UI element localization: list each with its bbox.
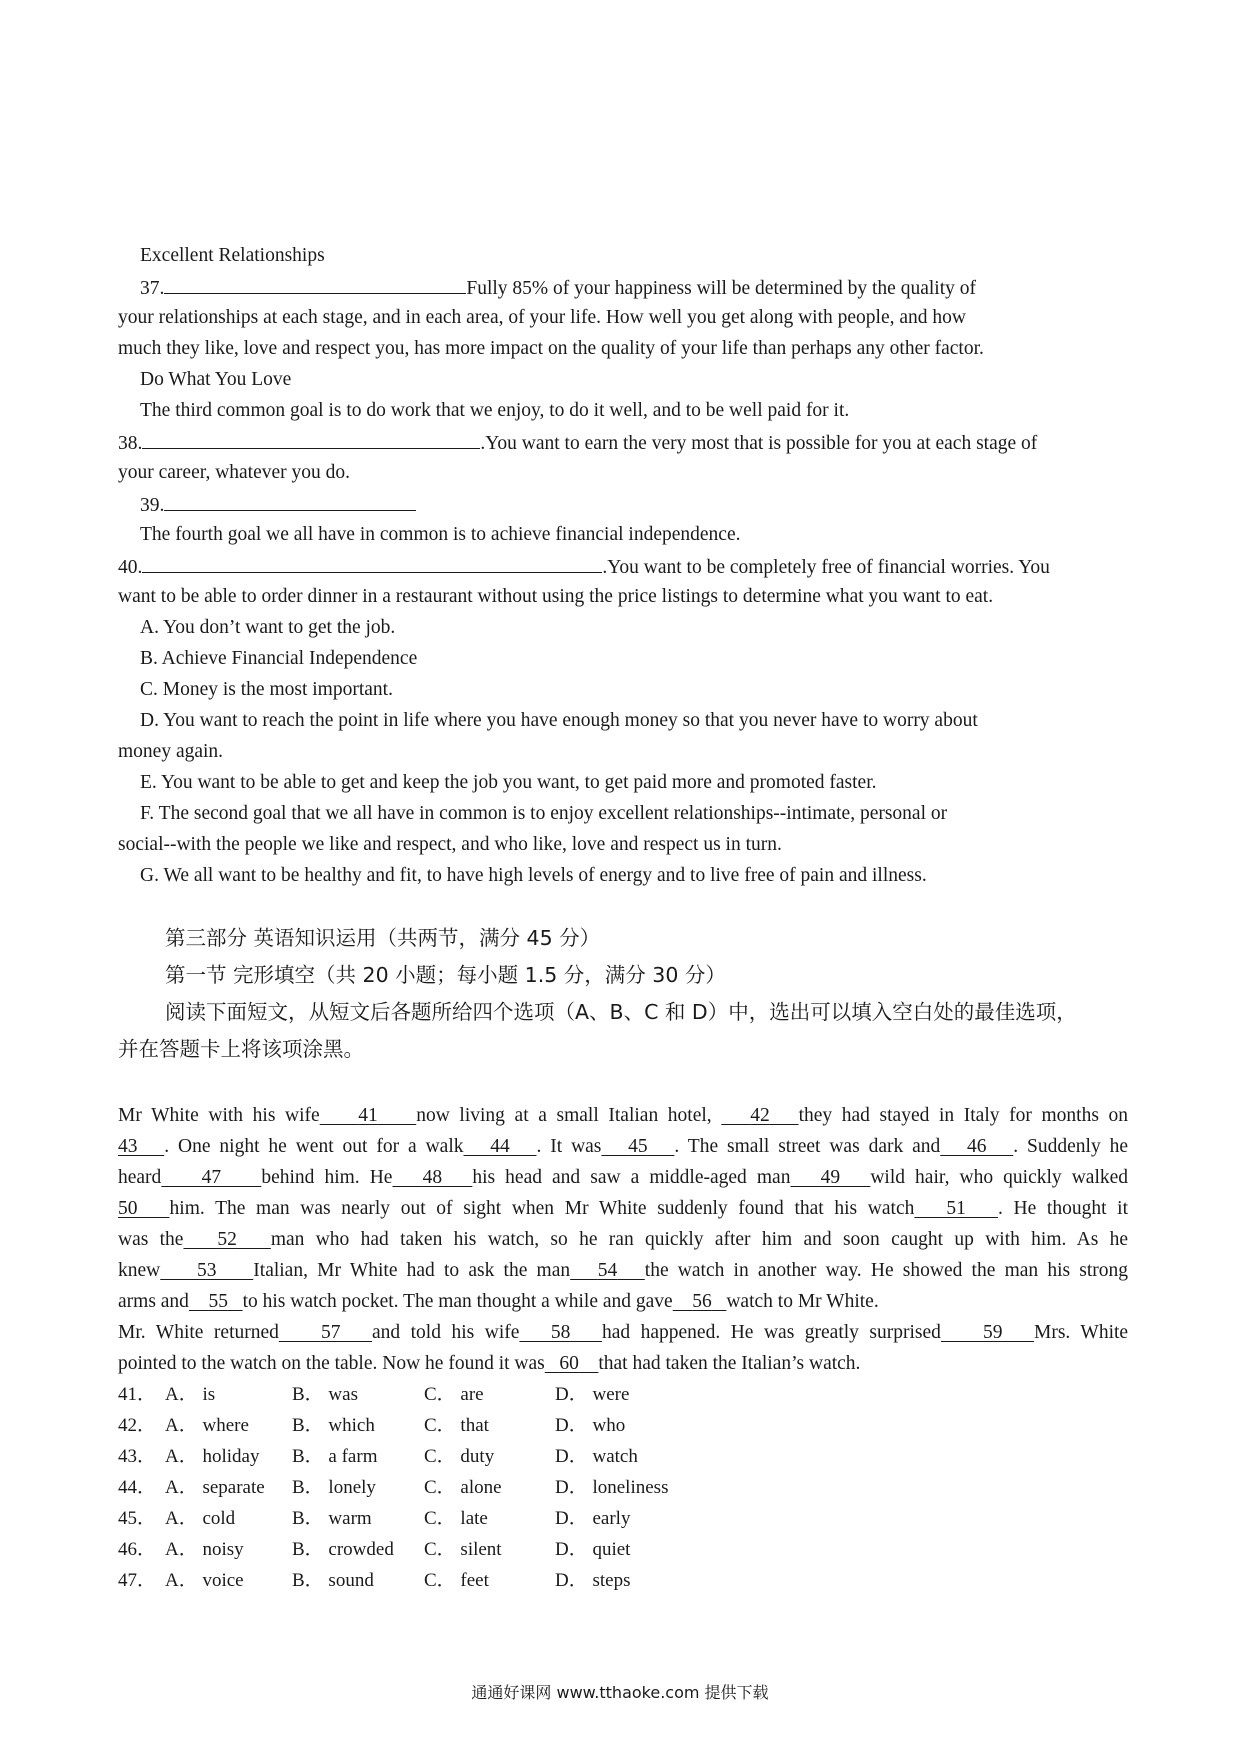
blank-48: 48 (422, 1167, 443, 1188)
blank-51: 51 (946, 1198, 966, 1219)
question-40 (118, 550, 1128, 583)
cloze-line: Mr White with his wife 41 now living at a small Italian hotel, 42 they had stayed in Italy for months on (118, 1105, 1129, 1126)
choice-option[interactable]: D． steps (555, 1570, 631, 1591)
blank-56: 56 (692, 1291, 712, 1312)
option-b: B. Achieve Financial Independence (140, 648, 418, 669)
choice-option[interactable]: C． duty (424, 1446, 495, 1467)
option-c: C. Money is the most important. (140, 679, 393, 700)
question-number: 43． (118, 1446, 157, 1467)
option-f-cont: social--with the people we like and respect, and who like, love and respect us in turn. (118, 834, 782, 855)
question-38 (118, 426, 1128, 459)
choice-option[interactable]: D． watch (555, 1446, 638, 1467)
q40-blank (142, 550, 602, 573)
choice-option[interactable]: A． holiday (165, 1446, 260, 1467)
option-g: G. We all want to be healthy and fit, to have high levels of energy and to live free of pain and illness. (140, 865, 927, 886)
blank-50: 50 (118, 1198, 138, 1219)
instruction-line: 并在答题卡上将该项涂黑。 (118, 1037, 364, 1061)
blank-60: 60 (559, 1353, 579, 1374)
blank-53: 53 (197, 1260, 217, 1281)
cloze-line: 43 . One night he went out for a walk 44 . It was 45 . The small street was dark and 46 . Suddenly he (118, 1136, 1129, 1157)
q39-blank (164, 488, 416, 511)
choice-option[interactable]: C． are (424, 1384, 484, 1405)
choice-option[interactable]: C． alone (424, 1477, 502, 1498)
choice-option[interactable]: D． loneliness (555, 1477, 669, 1498)
choice-option[interactable]: A． noisy (165, 1539, 244, 1560)
blank-46: 46 (967, 1136, 987, 1157)
cloze-line: pointed to the watch on the table. Now he found it was 60 that had taken the Italian’s watch. (118, 1353, 861, 1374)
choice-option[interactable]: B． warm (292, 1508, 372, 1529)
q39-number: 39. (140, 495, 165, 516)
cloze-line: Mr. White returned 57 and told his wife 58 had happened. He was greatly surprised 59 Mrs. White (118, 1322, 1129, 1343)
choice-option[interactable]: A． separate (165, 1477, 265, 1498)
choice-option[interactable]: A． voice (165, 1570, 244, 1591)
option-e: E. You want to be able to get and keep the job you want, to get paid more and promoted faster. (140, 772, 877, 793)
cloze-line: 50 him. The man was nearly out of sight when Mr White suddenly found that his watch 51 . He thought it (118, 1198, 1128, 1219)
heading-do-what-you-love: Do What You Love (140, 369, 292, 390)
q38-blank (142, 426, 480, 449)
question-number: 47． (118, 1570, 157, 1591)
section-subtitle: 第一节 完形填空（共 20 小题；每小题 1.5 分，满分 30 分） (165, 963, 726, 987)
question-number: 44． (118, 1477, 157, 1498)
cloze-line: knew 53 Italian, Mr White had to ask the man 54 the watch in another way. He showed the man his strong (118, 1260, 1129, 1281)
heading-excellent-relationships: Excellent Relationships (140, 245, 325, 266)
choice-option[interactable]: C． late (424, 1508, 488, 1529)
choice-option[interactable]: D． quiet (555, 1539, 631, 1560)
blank-49: 49 (820, 1167, 841, 1188)
cloze-line: arms and 55 to his watch pocket. The man thought a while and gave 56 watch to Mr White. (118, 1291, 879, 1312)
choice-option[interactable]: B． lonely (292, 1477, 376, 1498)
blank-43: 43 (118, 1136, 138, 1157)
paragraph-line: much they like, love and respect you, has more impact on the quality of your life than perhaps any other factor. (118, 338, 984, 359)
choice-option[interactable]: D． were (555, 1384, 630, 1405)
option-d: D. You want to reach the point in life where you have enough money so that you never have to worry about (140, 710, 978, 731)
blank-55: 55 (208, 1291, 228, 1312)
blank-44: 44 (490, 1136, 510, 1157)
paragraph-line: The fourth goal we all have in common is to achieve financial independence. (140, 524, 741, 545)
question-number: 45． (118, 1508, 157, 1529)
question-37 (140, 271, 1150, 304)
blank-58: 58 (550, 1322, 571, 1343)
question-number: 41． (118, 1384, 157, 1405)
q38-text: .You want to earn the very most that is possible for you at each stage of (480, 433, 1038, 454)
cloze-line: heard 47 behind him. He 48 his head and saw a middle-aged man 49 wild hair, who quickly walked (118, 1167, 1129, 1188)
q40-text: .You want to be completely free of financial worries. You (602, 557, 1050, 578)
question-number: 46． (118, 1539, 157, 1560)
question-number: 42． (118, 1415, 157, 1436)
paragraph-line: your career, whatever you do. (118, 462, 351, 483)
q40-number: 40. (118, 557, 143, 578)
blank-52: 52 (217, 1229, 237, 1250)
paragraph-line: your relationships at each stage, and in each area, of your life. How well you get along with people, and how (118, 307, 966, 328)
choice-option[interactable]: A． is (165, 1384, 216, 1405)
blank-54: 54 (597, 1260, 618, 1281)
section-title: 第三部分 英语知识运用（共两节，满分 45 分） (165, 926, 601, 950)
cloze-line: was the 52 man who had taken his watch, so he ran quickly after him and soon caught up with him. As he (118, 1229, 1129, 1250)
blank-42: 42 (750, 1105, 770, 1126)
option-d-cont: money again. (118, 741, 224, 762)
paragraph-line: want to be able to order dinner in a restaurant without using the price listings to determine what you want to eat. (118, 586, 994, 607)
choice-option[interactable]: B． a farm (292, 1446, 378, 1467)
blank-47: 47 (201, 1167, 222, 1188)
q37-number: 37. (140, 278, 165, 299)
choice-option[interactable]: C． feet (424, 1570, 489, 1591)
choice-option[interactable]: B． crowded (292, 1539, 394, 1560)
q38-number: 38. (118, 433, 143, 454)
choice-option[interactable]: B． was (292, 1384, 358, 1405)
blank-59: 59 (982, 1322, 1003, 1343)
paragraph-line: The third common goal is to do work that we enjoy, to do it well, and to be well paid for it. (140, 400, 850, 421)
choice-option[interactable]: A． cold (165, 1508, 236, 1529)
option-f: F. The second goal that we all have in common is to enjoy excellent relationships--intimate, personal or (140, 803, 948, 824)
choice-option[interactable]: D． early (555, 1508, 631, 1529)
choice-option[interactable]: B． sound (292, 1570, 374, 1591)
choice-option[interactable]: C． silent (424, 1539, 502, 1560)
q37-blank (164, 271, 466, 294)
blank-57: 57 (320, 1322, 341, 1343)
q37-text: Fully 85% of your happiness will be determined by the quality of (466, 278, 976, 299)
choice-option[interactable]: A． where (165, 1415, 249, 1436)
question-39 (140, 488, 1150, 521)
blank-41: 41 (358, 1105, 378, 1126)
choice-option[interactable]: C． that (424, 1415, 489, 1436)
choice-option[interactable]: D． who (555, 1415, 626, 1436)
footer-source: 通通好课网 www.tthaoke.com 提供下载 (471, 1683, 769, 1702)
blank-45: 45 (628, 1136, 648, 1157)
choice-option[interactable]: B． which (292, 1415, 375, 1436)
option-a: A. You don’t want to get the job. (140, 617, 396, 638)
instruction-line: 阅读下面短文，从短文后各题所给四个选项（A、B、C 和 D）中，选出可以填入空白处的最佳选项， (165, 1000, 1077, 1024)
